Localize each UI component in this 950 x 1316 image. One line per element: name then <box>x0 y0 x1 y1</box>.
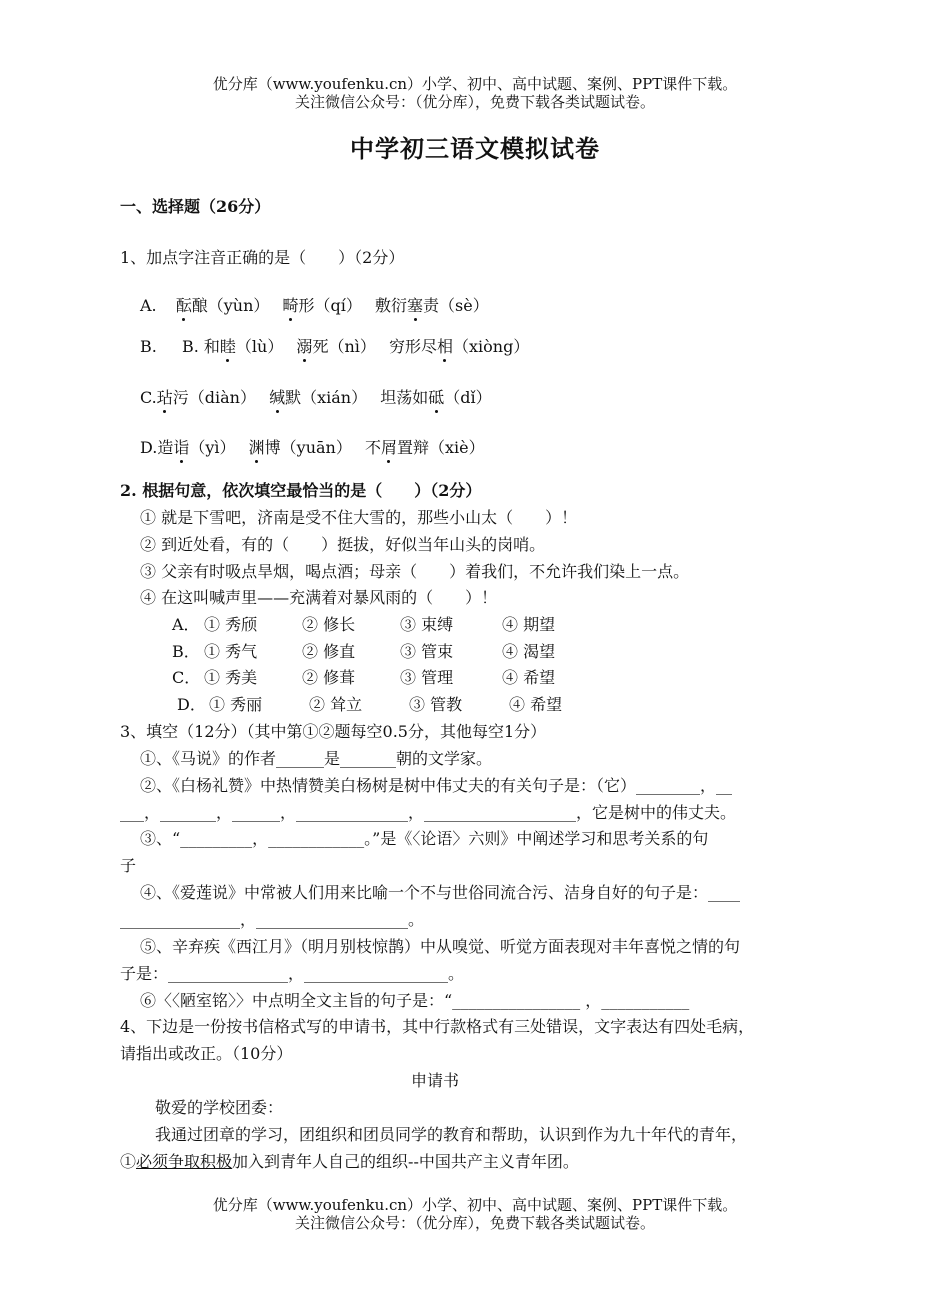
q4-stem-2: 请指出或改正。（10分） <box>120 1044 293 1063</box>
q2-sentence-2: ② 到近处看，有的（ ）挺拔，好似当年山头的岗哨。 <box>140 535 546 554</box>
char: 不 <box>364 438 381 457</box>
footer-line-2: 关注微信公众号：（优分库），免费下载各类试题试卷。 <box>294 1214 655 1232</box>
option-label: D． <box>177 695 206 714</box>
option-item: ① 秀美 <box>204 668 258 687</box>
q2-option-b <box>172 642 555 662</box>
option-item: ② 修长 <box>302 615 356 634</box>
option-item: ② 修葺 <box>302 668 356 687</box>
option-item: ③ 管理 <box>400 668 454 687</box>
letter-body-2 <box>120 1152 579 1172</box>
dotted-char: 屑 <box>380 438 397 457</box>
option-item: ④ 期望 <box>502 615 556 634</box>
option-item: ① 秀颀 <box>204 615 258 634</box>
dotted-char: 相 <box>436 337 453 356</box>
dotted-char: 溺 <box>296 337 313 356</box>
option-item: ③ 管束 <box>400 642 454 661</box>
underlined-phrase: 必须争取积极 <box>136 1152 233 1171</box>
char: 敷衍 <box>375 296 408 315</box>
letter-body-1: 我通过团章的学习，团组织和团员同学的教育和帮助，认识到作为九十年代的青年， <box>155 1125 748 1144</box>
dotted-char: 渊 <box>248 438 265 457</box>
page-title: 中学初三语文模拟试卷 <box>350 134 600 163</box>
pinyin: （lù） <box>235 337 284 356</box>
char: （dǐ） <box>444 388 492 407</box>
char: 默（xián） <box>285 388 368 407</box>
q2-option-c <box>172 668 555 688</box>
char: 死（nì） <box>312 337 376 356</box>
dotted-char: 诣 <box>173 438 190 457</box>
q2-sentence-4: ④ 在这叫喊声里——充满着对暴风雨的（ ）！ <box>140 588 498 607</box>
dotted-char: 塞 <box>407 296 424 315</box>
q3-line-3b: 子 <box>120 856 137 875</box>
q1-option-a <box>140 296 489 316</box>
option-label: A. <box>140 296 157 315</box>
option-item: ② 耸立 <box>309 695 363 714</box>
q3-line-5b: 子是：_______________，__________________。 <box>120 964 465 983</box>
char: 污（diàn） <box>172 388 256 407</box>
q3-line-4b: _______________，___________________。 <box>120 910 425 929</box>
header-line-2: 关注微信公众号：（优分库），免费下载各类试题试卷。 <box>294 93 655 111</box>
option-label: C． <box>172 668 201 687</box>
option-label: C. <box>140 388 157 407</box>
option-label: B. <box>140 337 157 356</box>
q1-option-d <box>140 438 485 458</box>
letter-title: 申请书 <box>410 1071 459 1090</box>
option-item: ④ 渴望 <box>502 642 556 661</box>
q4-stem-1: 4、下边是一份按书信格式写的申请书，其中行款格式有三处错误，文字表达有四处毛病， <box>120 1017 755 1036</box>
option-item: ① 秀气 <box>204 642 258 661</box>
option-item: ② 修直 <box>302 642 356 661</box>
option-item: ③ 束缚 <box>400 615 454 634</box>
option-label: D. <box>140 438 158 457</box>
q2-option-d <box>177 695 562 715</box>
q3-line-2a: ②、《白杨礼赞》中热情赞美白杨树是树中伟丈夫的有关句子是：（它）________，__ <box>140 776 733 795</box>
option-item: ③ 管教 <box>409 695 463 714</box>
q3-stem: 3、填空（12分）（其中第①②题每空0.5分，其他每空1分） <box>120 722 547 741</box>
char: 形（qí） <box>298 296 362 315</box>
q1-option-c <box>140 388 492 408</box>
char: 酿 <box>191 296 208 315</box>
pinyin: （yùn） <box>207 296 270 315</box>
footer-line-1: 优分库（www.youfenku.cn）小学、初中、高中试题、案例、PPT课件下载。 <box>212 1196 738 1214</box>
option-item: ④ 希望 <box>502 668 556 687</box>
q3-line-5a: ⑤、辛弃疾《西江月》（明月别枝惊鹊）中从嗅觉、听觉方面表现对丰年喜悦之情的句 <box>140 937 741 956</box>
dotted-char: 缄 <box>269 388 286 407</box>
char: 博（yuān） <box>264 438 352 457</box>
char: 穷形尽 <box>388 337 437 356</box>
q2-sentence-1: ① 就是下雪吧，济南是受不住大雪的，那些小山太（ ）！ <box>140 508 578 527</box>
marker-number: ① <box>120 1152 137 1171</box>
char: 置辩（xiè） <box>396 438 485 457</box>
dotted-char: 睦 <box>219 337 236 356</box>
letter-greeting: 敬爱的学校团委： <box>155 1098 284 1117</box>
q2-sentence-3: ③ 父亲有时吸点旱烟，喝点酒；母亲（ ）着我们，不允许我们染上一点。 <box>140 562 690 581</box>
char: 责（sè） <box>423 296 489 315</box>
q3-line-6: ⑥〈〈陋室铭〉〉中点明全文主旨的句子是：“________________ ，___________ <box>140 991 690 1010</box>
dotted-char: 酝 <box>175 296 192 315</box>
option-label: B． <box>172 642 200 661</box>
char: B. 和 <box>181 337 220 356</box>
letter-text: 加入到青年人自己的组织--中国共产主义青年团。 <box>232 1152 579 1171</box>
q3-line-3a: ③、“_________，____________。”是《〈论语〉六则》中阐述学习和思考关系的句 <box>140 829 709 848</box>
section-heading: 一、选择题（26分） <box>120 197 271 216</box>
q1-stem: 1、加点字注音正确的是（ ）（2分） <box>120 248 405 267</box>
option-item: ④ 希望 <box>509 695 563 714</box>
dotted-char: 玷 <box>156 388 173 407</box>
option-label: A． <box>172 615 200 634</box>
pinyin: （yì） <box>189 438 236 457</box>
q2-stem: 2. 根据句意，依次填空最恰当的是（ ）（2分） <box>120 481 482 500</box>
char: （xiòng） <box>453 337 530 356</box>
dotted-char: 砥 <box>428 388 445 407</box>
q3-line-2b: ___，_______，______，______________，___________________，它是树中的伟丈夫。 <box>120 803 737 822</box>
q3-line-1: ①、《马说》的作者______是_______朝的文学家。 <box>140 749 493 768</box>
option-item: ① 秀丽 <box>209 695 263 714</box>
dotted-char: 畸 <box>282 296 299 315</box>
char: 坦荡如 <box>380 388 429 407</box>
q3-line-4a: ④、《爱莲说》中常被人们用来比喻一个不与世俗同流合污、洁身自好的句子是：____ <box>140 883 741 902</box>
header-line-1: 优分库（www.youfenku.cn）小学、初中、高中试题、案例、PPT课件下载。 <box>212 75 738 93</box>
q1-option-b <box>140 337 529 357</box>
q2-option-a <box>172 615 555 635</box>
char: 造 <box>157 438 174 457</box>
